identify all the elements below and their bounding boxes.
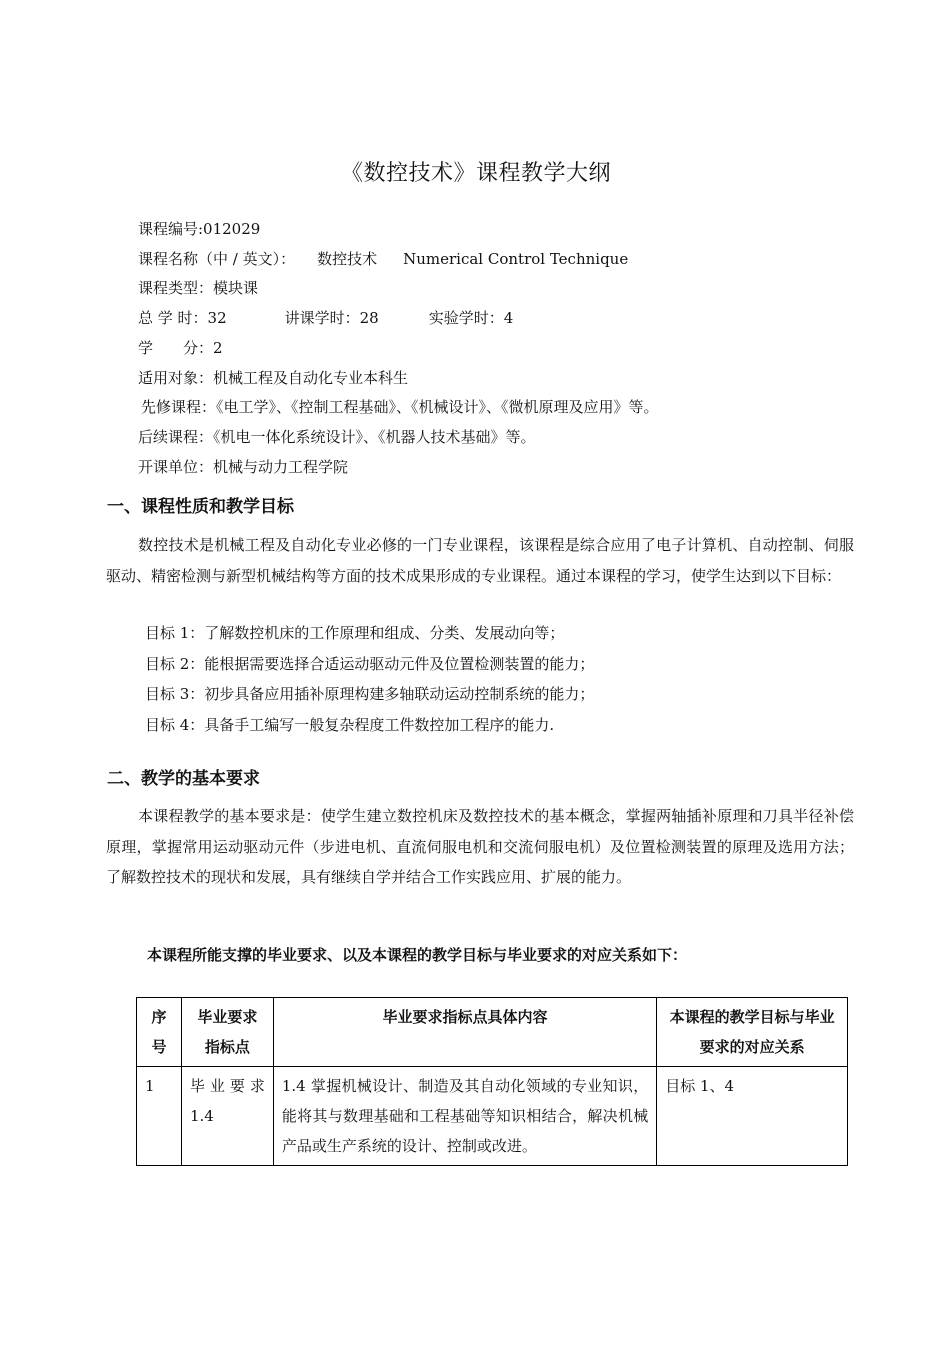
goal-item: 目标 2：能根据需要选择合适运动驱动元件及位置检测装置的能力； [145, 654, 595, 673]
document-title: 《数控技术》课程教学大纲 [340, 161, 611, 186]
course-credits: 学 分：2 [138, 338, 223, 357]
header-cell-requirement: 毕业要求指标点 [181, 998, 273, 1067]
course-department: 开课单位：机械与动力工程学院 [138, 457, 349, 476]
cell-index: 1 [137, 1067, 182, 1166]
section1-paragraph: 数控技术是机械工程及自动化专业必修的一门专业课程，该课程是综合应用了电子计算机、自动控制、伺服驱动、精密检测与新型机械结构等方面的技术成果形成的专业课程。通过本课程的学习，使学生达到以下目标： [106, 536, 854, 585]
cell-requirement: 毕业要求 1.4 [181, 1067, 273, 1166]
course-hours-line [138, 304, 659, 334]
course-name-cn: 数控技术 [317, 249, 378, 268]
goal-item: 目标 4：具备手工编写一般复杂程度工件数控加工程序的能力. [145, 716, 555, 735]
course-audience: 适用对象：机械工程及自动化专业本科生 [138, 368, 409, 387]
course-followups: 后续课程：《机电一体化系统设计》、《机器人技术基础》等。 [138, 427, 536, 446]
course-name-label: 课程名称（中 / 英文）： [138, 249, 296, 268]
table-header-row [137, 998, 848, 1067]
goal-item: 目标 1：了解数控机床的工作原理和组成、分类、发展动向等； [145, 624, 565, 642]
section2-heading: 二、教学的基本要求 [107, 769, 260, 789]
cell-mapping: 目标 1、4 [657, 1067, 848, 1166]
cell-content: 1.4 掌握机械设计、制造及其自动化领域的专业知识，能将其与数理基础和工程基础等知识相结合，解决机械产品或生产系统的设计、控制或改进。 [273, 1067, 656, 1166]
header-cell-index: 序号 [137, 998, 182, 1067]
goal-item: 目标 3：初步具备应用插补原理构建多轴联动运动控制系统的能力； [145, 685, 595, 704]
section2-paragraph: 本课程教学的基本要求是：使学生建立数控机床及数控技术的基本概念，掌握两轴插补原理和刀具半径补偿原理，掌握常用运动驱动元件（步进电机、直流伺服电机和交流伺服电机）及位置检测装置的原理及选用方法；了解数控技术的现状和发展，具有继续自学并结合工作实践应用、扩展的能力。 [106, 807, 854, 886]
goals-list [145, 618, 594, 741]
total-hours: 总 学 时：32 [138, 309, 227, 328]
course-type: 课程类型：模块课 [138, 279, 259, 298]
lecture-hours: 讲课学时：28 [284, 309, 379, 328]
table-caption: 本课程所能支撑的毕业要求、以及本课程的教学目标与毕业要求的对应关系如下： [147, 946, 688, 964]
header-cell-content: 毕业要求指标点具体内容 [273, 998, 656, 1067]
table-row [137, 1067, 848, 1166]
requirements-table [136, 997, 848, 1166]
course-code: 课程编号:012029 [138, 220, 261, 238]
course-name-line [138, 245, 659, 275]
lab-hours: 实验学时：4 [428, 309, 514, 328]
course-prerequisites: 先修课程：《电工学》、《控制工程基础》、《机械设计》、《微机原理及应用》等。 [141, 398, 659, 417]
course-name-en: Numerical Control Technique [403, 249, 629, 268]
course-info [138, 215, 659, 482]
section1-heading: 一、课程性质和教学目标 [107, 497, 294, 517]
header-cell-mapping: 本课程的教学目标与毕业要求的对应关系 [657, 998, 848, 1067]
